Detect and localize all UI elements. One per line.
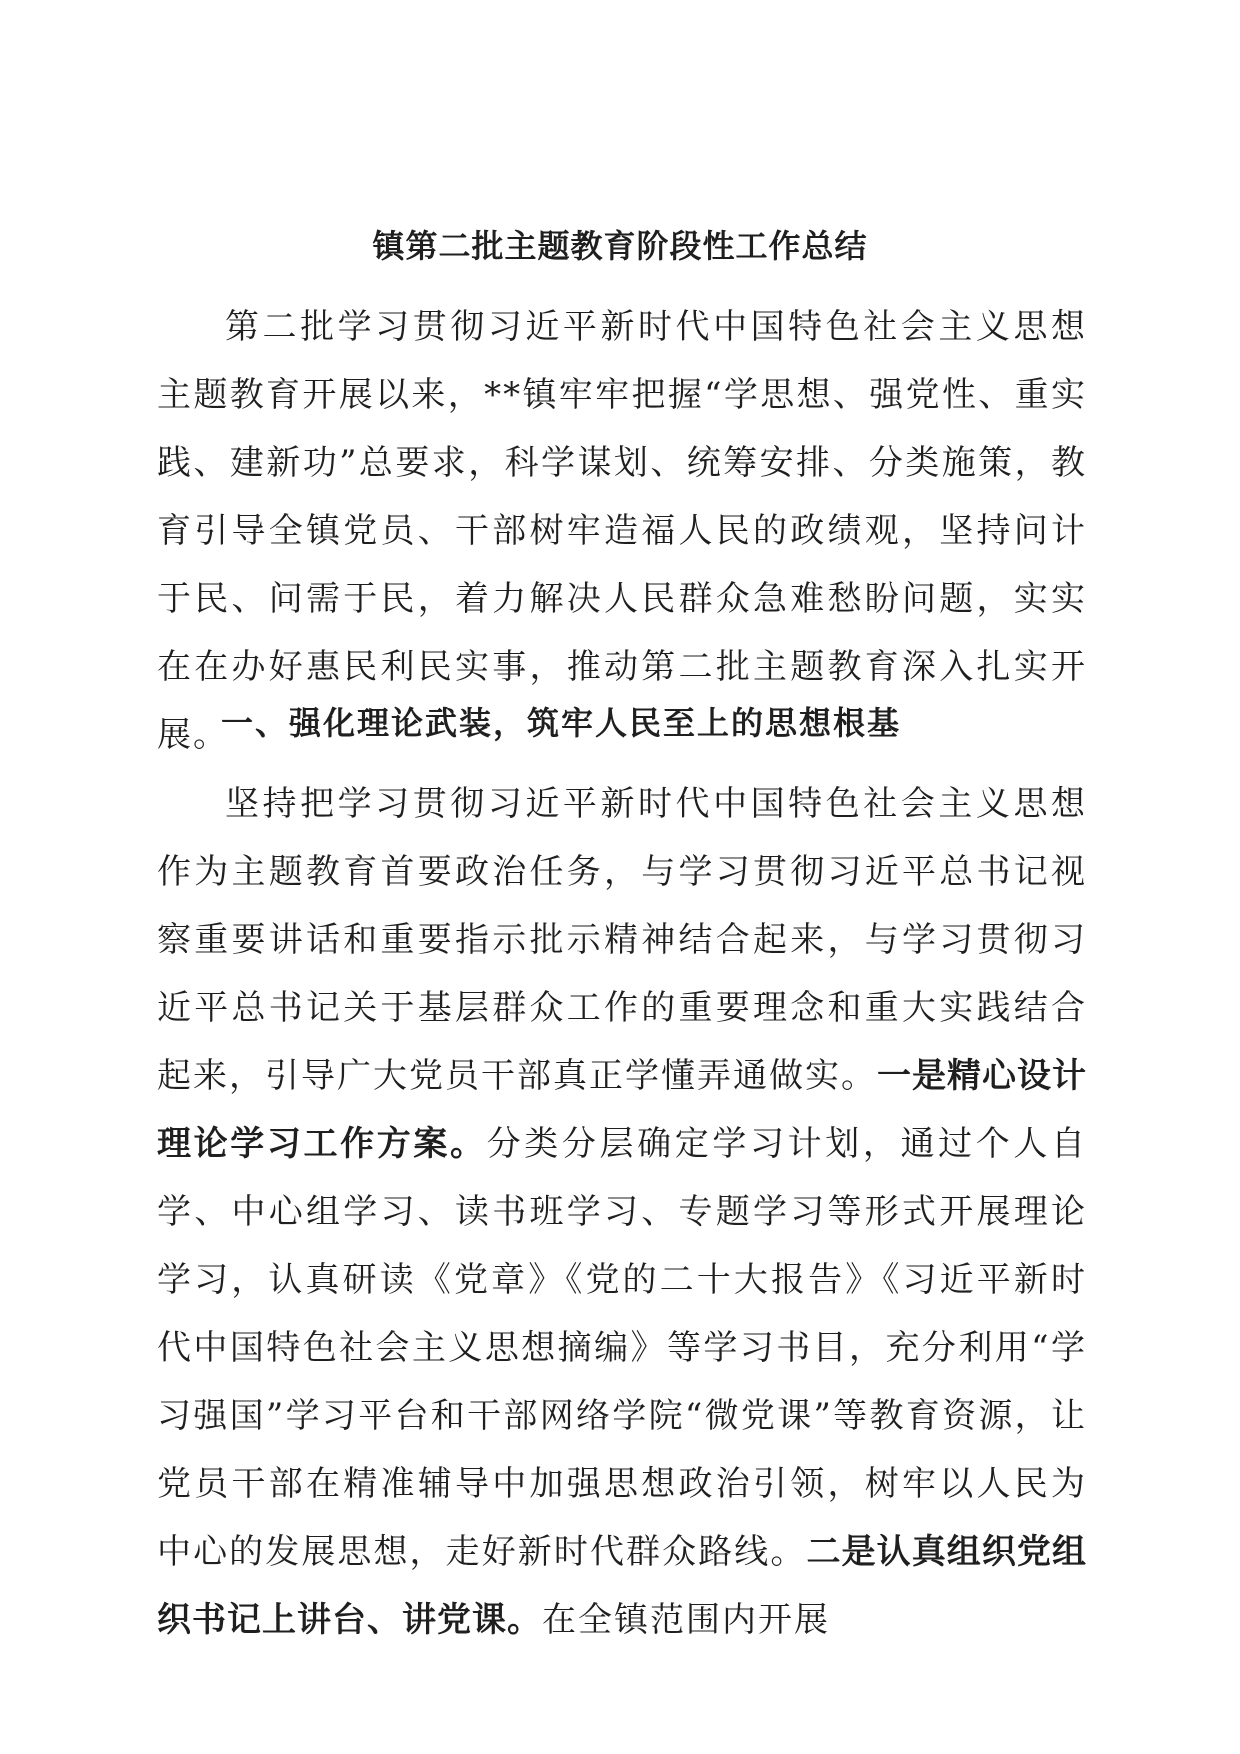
document-title: 镇第二批主题教育阶段性工作总结 xyxy=(372,227,868,265)
body-text: 分类分层确定学习计划，通过个人自学、中心组学习、读书班学习、专题学习等形式开展理论学习，认真研读《党章》《党的二十大报告》《习近平新时代中国特色社会主义思想摘编》等学习书目，充分利用“学习强国”学习平台和干部网络学院“微党课”等教育资源，让党员干部在精准辅导中加强思想政治引领，树牢以人民为中心的发展思想，走好新时代群众路线。 xyxy=(157,1124,1087,1572)
section-heading: 一、强化理论武装，筑牢人民至上的思想根基 xyxy=(221,704,902,742)
body-text: 坚持把学习贯彻习近平新时代中国特色社会主义思想作为主题教育首要政治任务，与学习贯彻习近平总书记视察重要讲话和重要指示批示精神结合起来，与学习贯彻习近平总书记关于基层群众工作的重要理念和重大实践结合起来，引导广大党员干部真正学懂弄通做实。 xyxy=(157,784,1087,1096)
section-body-paragraph xyxy=(157,770,1087,1654)
body-text: 在全镇范围内开展 xyxy=(542,1600,830,1640)
bold-point-one: 一是精心设计理论学习工作方案。 xyxy=(157,1056,1087,1164)
bold-point-two: 二是认真组织党组织书记上讲台、讲党课。 xyxy=(157,1532,1088,1640)
intro-paragraph: 第二批学习贯彻习近平新时代中国特色社会主义思想主题教育开展以来，**镇牢牢把握“学思想、强党性、重实践、建新功”总要求，科学谋划、统筹安排、分类施策，教育引导全镇党员、干部树牢造福人民的政绩观，坚持问计于民、问需于民，着力解决人民群众急难愁盼问题，实实在在办好惠民利民实事，推动第二批主题教育深入扎实开展。 xyxy=(157,307,1087,755)
